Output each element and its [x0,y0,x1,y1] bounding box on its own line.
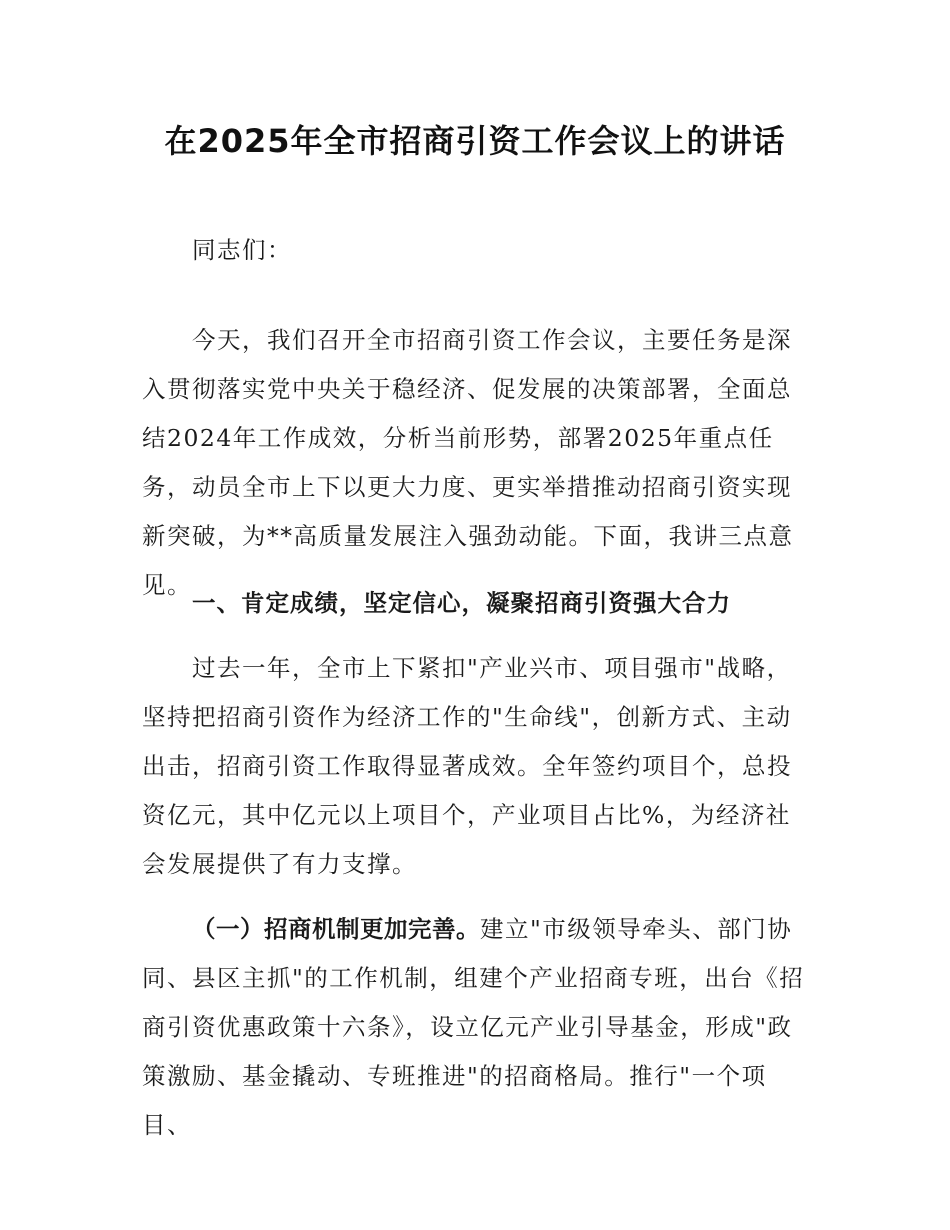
subsection-1-paragraph [142,905,812,1150]
section-1-heading: 一、肯定成绩，坚定信心，凝聚招商引资强大合力 [192,589,731,617]
intro-paragraph: 今天，我们召开全市招商引资工作会议，主要任务是深入贯彻落实党中央关于稳经济、促发展的决策部署，全面总结2024年工作成效，分析当前形势，部署2025年重点任务，动员全市上下以更大力度、更实举措推动招商引资实现新突破，为**高质量发展注入强劲动能。下面，我讲三点意见。 [142,326,794,599]
section-1-paragraph: 过去一年，全市上下紧扣"产业兴市、项目强市"战略，坚持把招商引资作为经济工作的"生命线"，创新方式、主动出击，招商引资工作取得显著成效。全年签约项目个，总投资亿元，其中亿元以上项目个，产业项目占比%，为经济社会发展提供了有力支撑。 [142,654,792,878]
salutation: 同志们： [192,236,292,264]
subsection-1-text: 建立"市级领导牵头、部门协同、县区主抓"的工作机制，组建个产业招商专班，出台《招商引资优惠政策十六条》，设立亿元产业引导基金，形成"政策激励、基金撬动、专班推进"的招商格局。推行"一个项目、 [142,915,805,1139]
document-title: 在2025年全市招商引资工作会议上的讲话 [164,122,786,160]
subsection-1-heading: （一）招商机制更加完善。 [192,915,480,943]
